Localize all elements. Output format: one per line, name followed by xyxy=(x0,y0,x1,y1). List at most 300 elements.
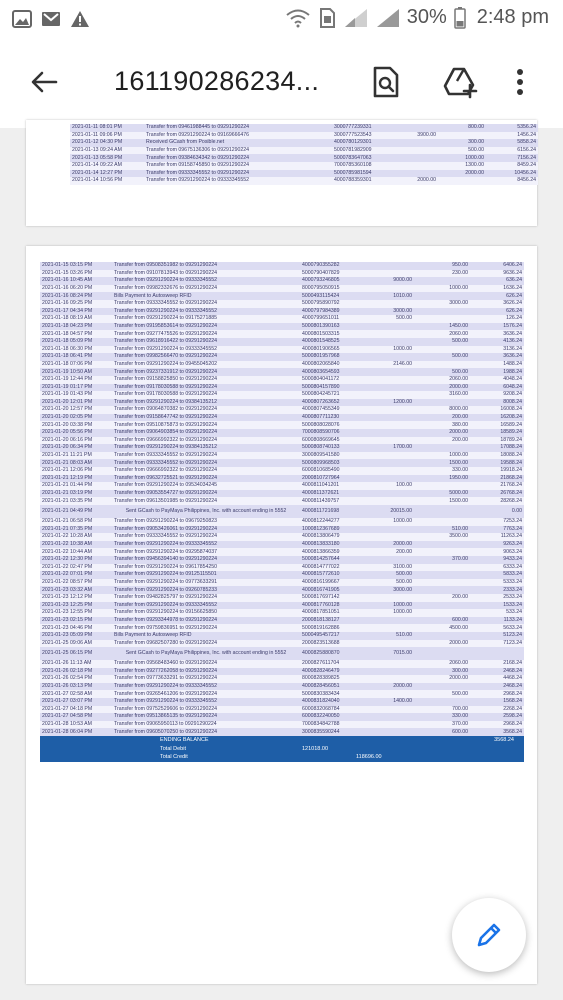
spacer-cell xyxy=(240,490,300,498)
credit-cell xyxy=(438,177,486,185)
description-cell: Transfer from 09513865135 to 09291290224 xyxy=(112,713,240,721)
description-cell: Transfer from 09456394140 to 09291290224 xyxy=(112,556,240,564)
credit-cell: 370.00 xyxy=(414,721,470,729)
credit-cell: 1450.00 xyxy=(414,323,470,331)
date-cell: 2021-01-26 02:54 PM xyxy=(40,675,112,683)
debit-cell: 20015.00 xyxy=(356,505,414,518)
total-debit-row xyxy=(40,745,524,754)
debit-cell xyxy=(384,170,438,178)
description-cell: Transfer from 09618916422 to 09291290224 xyxy=(112,338,240,346)
spacer-cell xyxy=(240,421,300,429)
spacer-cell xyxy=(240,571,300,579)
description-cell: Transfer from 09508351982 to 09291290224 xyxy=(112,262,240,270)
credit-cell: 700.00 xyxy=(414,706,470,714)
table-row xyxy=(40,437,524,445)
credit-cell xyxy=(414,632,470,640)
balance-cell: 5356.24 xyxy=(486,124,538,132)
debit-cell: 1000.00 xyxy=(356,518,414,526)
debit-cell xyxy=(356,323,414,331)
spacer-cell xyxy=(240,683,300,691)
ending-balance-label: ENDING BALANCE xyxy=(160,737,209,743)
description-cell: Transfer from 09158745850 to 09291290224 xyxy=(144,162,266,170)
date-cell: 2021-01-21 03:35 PM xyxy=(40,497,112,505)
spacer-cell xyxy=(240,330,300,338)
reference-cell: 5000804041172 xyxy=(300,376,356,384)
table-row xyxy=(40,579,524,587)
balance-cell: 1576.24 xyxy=(470,323,524,331)
table-row xyxy=(40,640,524,648)
description-cell: Transfer from 09291290224 to 09260785233 xyxy=(112,586,240,594)
description-cell: Transfer from 09613501985 to 09291290224 xyxy=(112,497,240,505)
balance-cell: 3636.24 xyxy=(470,330,524,338)
debit-cell: 510.00 xyxy=(356,632,414,640)
description-cell: Transfer from 09237331912 to 09291290224 xyxy=(112,368,240,376)
date-cell: 2021-01-23 12:25 PM xyxy=(40,602,112,610)
debit-cell xyxy=(356,475,414,483)
reference-cell: 4000780129301 xyxy=(332,139,384,147)
document-viewer[interactable] xyxy=(0,124,563,1000)
date-cell: 2021-01-18 07:06 PM xyxy=(40,361,112,369)
debit-cell: 7015.00 xyxy=(356,647,414,660)
description-cell: Transfer from 09291290224 to 09125115501 xyxy=(112,571,240,579)
reference-cell: 4000815772610 xyxy=(300,571,356,579)
debit-cell: 3000.00 xyxy=(356,586,414,594)
reference-cell: 5000830383434 xyxy=(300,690,356,698)
debit-cell xyxy=(356,300,414,308)
spacer-cell xyxy=(240,548,300,556)
spacer-cell xyxy=(266,132,332,140)
credit-cell: 2000.00 xyxy=(438,170,486,178)
credit-cell: 5000.00 xyxy=(414,490,470,498)
date-cell: 2021-01-19 12:44 PM xyxy=(40,376,112,384)
description-cell: Transfer from 09291290224 to 09333345552 xyxy=(112,698,240,706)
reference-cell: 5000808028076 xyxy=(300,421,356,429)
spacer-cell xyxy=(240,429,300,437)
description-cell: Transfer from 09666992322 to 09291290224 xyxy=(112,467,240,475)
spacer-cell xyxy=(240,698,300,706)
spacer-cell xyxy=(266,147,332,155)
debit-cell xyxy=(356,391,414,399)
spacer-cell xyxy=(240,292,300,300)
debit-cell xyxy=(356,640,414,648)
description-cell: Transfer from 09065950113 to 09291290224 xyxy=(112,721,240,729)
reference-cell: 5000819162886 xyxy=(300,624,356,632)
spacer-cell xyxy=(240,459,300,467)
credit-cell: 380.00 xyxy=(414,421,470,429)
date-cell: 2021-01-20 12:01 PM xyxy=(40,399,112,407)
description-cell: Transfer from 09291290224 to 09534034245 xyxy=(112,482,240,490)
reference-cell: 5000781982909 xyxy=(332,147,384,155)
spacer-cell xyxy=(240,713,300,721)
date-cell: 2021-01-20 03:38 PM xyxy=(40,421,112,429)
debit-cell xyxy=(356,706,414,714)
balance-cell: 19588.24 xyxy=(470,459,524,467)
debit-cell xyxy=(356,713,414,721)
date-cell: 2021-01-27 03:07 PM xyxy=(40,698,112,706)
credit-cell: 800.00 xyxy=(438,124,486,132)
balance-cell: 5833.24 xyxy=(470,571,524,579)
reference-cell: 4000831824040 xyxy=(300,698,356,706)
date-cell: 2021-01-22 08:57 PM xyxy=(40,579,112,587)
debit-cell xyxy=(356,368,414,376)
credit-cell: 2060.00 xyxy=(414,376,470,384)
credit-cell: 330.00 xyxy=(414,467,470,475)
credit-cell: 300.00 xyxy=(414,668,470,676)
debit-cell xyxy=(356,556,414,564)
credit-cell: 500.00 xyxy=(414,368,470,376)
total-debit-label: Total Debit xyxy=(160,745,186,752)
balance-cell: 5633.24 xyxy=(470,624,524,632)
description-cell: Transfer from 09053554727 to 09291290224 xyxy=(112,490,240,498)
reference-cell: 4000797984389 xyxy=(300,308,356,316)
description-cell: Transfer from 09682507280 to 09291290224 xyxy=(112,640,240,648)
description-cell: Transfer from 09568483460 to 09291290224 xyxy=(112,660,240,668)
credit-cell xyxy=(414,308,470,316)
description-cell: Transfer from 09982332676 to 09291290224 xyxy=(112,285,240,293)
balance-cell: 6406.24 xyxy=(470,262,524,270)
spacer-cell xyxy=(240,414,300,422)
table-row xyxy=(40,490,524,498)
table-row xyxy=(40,706,524,714)
date-cell: 2021-01-20 12:57 PM xyxy=(40,406,112,414)
table-row xyxy=(70,154,538,162)
table-row xyxy=(40,556,524,564)
description-cell: Transfer from 09291290224 to 09333345552 xyxy=(112,602,240,610)
credit-cell: 200.00 xyxy=(414,437,470,445)
reference-cell: 8000795050915 xyxy=(300,285,356,293)
reference-cell: 4000788359301 xyxy=(332,177,384,185)
balance-cell: 18789.24 xyxy=(470,437,524,445)
table-row xyxy=(40,384,524,392)
edit-fab-button[interactable] xyxy=(452,898,526,972)
date-cell: 2021-01-19 10:50 AM xyxy=(40,368,112,376)
credit-cell: 510.00 xyxy=(414,526,470,534)
spacer-cell xyxy=(240,262,300,270)
spacer-cell xyxy=(240,594,300,602)
spacer-cell xyxy=(240,668,300,676)
description-cell: Transfer from 09291290224 to 09455045202 xyxy=(112,361,240,369)
credit-cell: 230.00 xyxy=(414,270,470,278)
reference-cell: 5000808740133 xyxy=(300,444,356,452)
reference-cell: 4000801503315 xyxy=(300,330,356,338)
balance-cell: 16589.24 xyxy=(470,421,524,429)
credit-cell xyxy=(414,518,470,526)
balance-cell: 18589.24 xyxy=(470,429,524,437)
image-icon xyxy=(12,9,32,29)
description-cell: Transfer from 09178030588 to 09291290224 xyxy=(112,384,240,392)
credit-cell: 370.00 xyxy=(414,556,470,564)
table-row xyxy=(40,548,524,556)
balance-cell: 9433.24 xyxy=(470,556,524,564)
table-row xyxy=(40,586,524,594)
wifi-icon xyxy=(285,8,311,28)
spacer-cell xyxy=(240,706,300,714)
balance-cell: 1488.24 xyxy=(470,361,524,369)
table-row xyxy=(40,594,524,602)
table-row xyxy=(40,452,524,460)
date-cell: 2021-01-18 06:30 PM xyxy=(40,346,112,354)
debit-cell xyxy=(356,262,414,270)
balance-cell: 533.24 xyxy=(470,609,524,617)
find-in-document-button[interactable] xyxy=(366,62,406,102)
date-cell: 2021-01-28 06:04 PM xyxy=(40,728,112,736)
document-title: 161190286234... xyxy=(114,66,320,96)
table-row xyxy=(40,564,524,572)
pencil-icon xyxy=(474,920,504,950)
drive-add-icon xyxy=(443,67,477,97)
date-cell: 2021-01-26 11:13 AM xyxy=(40,660,112,668)
date-cell: 2021-01-21 03:19 PM xyxy=(40,490,112,498)
date-cell: 2021-01-21 12:19 PM xyxy=(40,475,112,483)
description-cell: Sent GCash to PayMaya Philippines, Inc. with account ending in 5552 xyxy=(112,505,300,518)
debit-cell xyxy=(356,668,414,676)
reference-cell: 4000817851051 xyxy=(300,609,356,617)
pdf-page-2 xyxy=(26,246,537,984)
credit-cell: 1500.00 xyxy=(414,459,470,467)
balance-cell: 2333.24 xyxy=(470,586,524,594)
balance-cell: 7763.24 xyxy=(470,526,524,534)
arrow-back-icon xyxy=(30,70,58,94)
balance-cell: 1456.24 xyxy=(486,132,538,140)
date-cell: 2021-01-20 06:16 PM xyxy=(40,437,112,445)
credit-cell xyxy=(414,647,470,660)
debit-cell: 1700.00 xyxy=(356,444,414,452)
reference-cell: 4000811439757 xyxy=(300,497,356,505)
date-cell: 2021-01-25 06:15 PM xyxy=(40,647,112,660)
credit-cell: 3500.00 xyxy=(414,533,470,541)
credit-cell: 2060.00 xyxy=(414,660,470,668)
credit-cell xyxy=(414,698,470,706)
table-row xyxy=(40,399,524,407)
balance-cell: 3636.24 xyxy=(470,353,524,361)
description-cell: Transfer from 09293344978 to 09291290224 xyxy=(112,617,240,625)
debit-cell xyxy=(356,617,414,625)
date-cell: 2021-01-16 10:45 AM xyxy=(40,277,112,285)
description-cell: Transfer from 09605070250 to 09291290224 xyxy=(112,728,240,736)
spacer-cell xyxy=(266,139,332,147)
date-cell: 2021-01-18 06:41 PM xyxy=(40,353,112,361)
debit-cell: 1200.00 xyxy=(356,399,414,407)
reference-cell: 4000828246479 xyxy=(300,668,356,676)
balance-cell: 3626.24 xyxy=(470,300,524,308)
balance-cell: 7253.24 xyxy=(470,518,524,526)
reference-cell: 5000804157890 xyxy=(300,384,356,392)
spacer-cell xyxy=(240,399,300,407)
spacer-cell xyxy=(240,586,300,594)
debit-cell xyxy=(356,285,414,293)
spacer-cell xyxy=(240,308,300,316)
table-row xyxy=(40,690,524,698)
reference-cell: 6000832068784 xyxy=(300,706,356,714)
date-cell: 2021-01-21 06:58 PM xyxy=(40,518,112,526)
spacer-cell xyxy=(266,177,332,185)
debit-cell: 500.00 xyxy=(356,579,414,587)
description-cell: Transfer from 09675136306 to 09291290224 xyxy=(144,147,266,155)
ending-balance-value: 3568.24 xyxy=(494,737,514,743)
signal-icon xyxy=(343,8,369,28)
balance-cell: 3136.24 xyxy=(470,346,524,354)
date-cell: 2021-01-22 02:47 PM xyxy=(40,564,112,572)
date-cell: 2021-01-22 10:44 AM xyxy=(40,548,112,556)
reference-cell: 5000795890792 xyxy=(300,300,356,308)
balance-cell: 6333.24 xyxy=(470,564,524,572)
table-row xyxy=(40,571,524,579)
table-row xyxy=(40,270,524,278)
balance-cell: 7123.24 xyxy=(470,640,524,648)
date-cell: 2021-01-26 03:13 PM xyxy=(40,683,112,691)
debit-cell xyxy=(356,384,414,392)
table-row xyxy=(40,526,524,534)
spacer-cell xyxy=(240,323,300,331)
table-row xyxy=(40,675,524,683)
balance-cell: 6156.24 xyxy=(486,147,538,155)
table-row xyxy=(40,292,524,300)
reference-cell: 3000777523543 xyxy=(332,132,384,140)
credit-cell xyxy=(414,315,470,323)
sim-icon xyxy=(317,8,337,28)
table-row xyxy=(70,139,538,147)
credit-cell xyxy=(414,444,470,452)
date-cell: 2021-01-19 01:17 PM xyxy=(40,384,112,392)
balance-cell: 18088.24 xyxy=(470,452,524,460)
balance-cell: 1533.24 xyxy=(470,602,524,610)
description-cell: Transfer from 09291290224 to 09333345552 xyxy=(112,541,240,549)
spacer-cell xyxy=(240,406,300,414)
table-row xyxy=(70,162,538,170)
table-row xyxy=(70,132,538,140)
description-cell: Transfer from 09666992322 to 09291290224 xyxy=(112,437,240,445)
table-row xyxy=(40,353,524,361)
debit-cell xyxy=(356,429,414,437)
debit-cell: 200.00 xyxy=(356,548,414,556)
reference-cell: 7000808590706 xyxy=(300,429,356,437)
date-cell: 2021-01-21 01:44 PM xyxy=(40,482,112,490)
app-bar xyxy=(0,38,563,128)
date-cell: 2021-01-21 07:35 PM xyxy=(40,526,112,534)
debit-cell xyxy=(356,497,414,505)
debit-cell: 2146.00 xyxy=(356,361,414,369)
debit-cell: 1010.00 xyxy=(356,292,414,300)
credit-cell: 3000.00 xyxy=(414,300,470,308)
description-cell: Transfer from 09461988445 to 09291290224 xyxy=(144,124,266,132)
date-cell: 2021-01-21 11:21 PM xyxy=(40,452,112,460)
reference-cell: 2000823513688 xyxy=(300,640,356,648)
table-row xyxy=(40,647,524,660)
spacer-cell xyxy=(240,675,300,683)
debit-cell xyxy=(356,624,414,632)
description-cell: Transfer from 09053426061 to 09291290224 xyxy=(112,526,240,534)
balance-cell: 5333.24 xyxy=(470,579,524,587)
description-cell: Transfer from 09333345552 to 09291290224 xyxy=(112,300,240,308)
credit-cell: 500.00 xyxy=(414,353,470,361)
reference-cell: 8000828389825 xyxy=(300,675,356,683)
more-vert-icon xyxy=(516,68,524,96)
credit-cell xyxy=(414,361,470,369)
more-options-button[interactable] xyxy=(508,62,532,102)
reference-cell: 4000793246805 xyxy=(300,277,356,285)
spacer-cell xyxy=(240,475,300,483)
balance-cell: 10456.24 xyxy=(486,170,538,178)
reference-cell: 4000816199667 xyxy=(300,579,356,587)
balance-cell: 1133.24 xyxy=(470,617,524,625)
back-button[interactable] xyxy=(24,62,64,102)
ending-balance-summary xyxy=(40,736,524,762)
description-cell: Transfer from 09291290224 to 09333345552 xyxy=(112,308,240,316)
table-row xyxy=(40,277,524,285)
description-cell: Transfer from 09773633291 to 09291290224 xyxy=(112,675,240,683)
transaction-table-page-2 xyxy=(40,262,524,736)
add-to-drive-button[interactable] xyxy=(440,62,480,102)
clock: 2:48 pm xyxy=(476,6,549,28)
table-row xyxy=(40,346,524,354)
description-cell: Transfer from 09759836951 to 09291290224 xyxy=(112,624,240,632)
balance-cell: 2268.24 xyxy=(470,706,524,714)
spacer-cell xyxy=(240,384,300,392)
spacer-cell xyxy=(240,640,300,648)
date-cell: 2021-01-13 09:24 AM xyxy=(70,147,144,155)
table-row xyxy=(40,683,524,691)
reference-cell: 4000799651011 xyxy=(300,315,356,323)
date-cell: 2021-01-16 08:24 PM xyxy=(40,292,112,300)
table-row xyxy=(40,602,524,610)
spacer-cell xyxy=(240,556,300,564)
date-cell: 2021-01-13 05:58 PM xyxy=(70,154,144,162)
table-row xyxy=(40,338,524,346)
debit-cell xyxy=(356,533,414,541)
reference-cell: 5000785981594 xyxy=(332,170,384,178)
description-cell: Transfer from 09277475526 to 09291290224 xyxy=(112,330,240,338)
reference-cell: 7000785360108 xyxy=(332,162,384,170)
spacer-cell xyxy=(240,338,300,346)
reference-cell: 6000810685490 xyxy=(300,467,356,475)
balance-cell: 8459.24 xyxy=(486,162,538,170)
balance-cell: 2468.24 xyxy=(470,668,524,676)
credit-cell: 2000.00 xyxy=(414,640,470,648)
spacer-cell xyxy=(240,277,300,285)
spacer-cell xyxy=(240,602,300,610)
reference-cell: 4000811041201 xyxy=(300,482,356,490)
description-cell: Transfer from 09291290224 to 09333345552 xyxy=(112,346,240,354)
date-cell: 2021-01-15 03:15 PM xyxy=(40,262,112,270)
date-cell: 2021-01-20 05:56 PM xyxy=(40,429,112,437)
description-cell: Transfer from 09291290224 to 09617854250 xyxy=(112,564,240,572)
date-cell: 2021-01-20 02:05 PM xyxy=(40,414,112,422)
debit-cell xyxy=(356,330,414,338)
balance-cell: 11263.24 xyxy=(470,533,524,541)
date-cell: 2021-01-20 06:34 PM xyxy=(40,444,112,452)
reference-cell: 5000817697142 xyxy=(300,594,356,602)
credit-cell: 1000.00 xyxy=(414,285,470,293)
debit-cell xyxy=(356,660,414,668)
description-cell: Transfer from 09291290224 to 09333345552 xyxy=(112,683,240,691)
credit-cell: 1950.00 xyxy=(414,475,470,483)
balance-cell: 4468.24 xyxy=(470,675,524,683)
date-cell: 2021-01-12 04:30 PM xyxy=(70,139,144,147)
debit-cell: 2000.00 xyxy=(384,177,438,185)
description-cell: Transfer from 09291290224 to 09384135212 xyxy=(112,444,240,452)
balance-cell: 3568.24 xyxy=(470,728,524,736)
reference-cell: 4000801906565 xyxy=(300,346,356,354)
reference-cell: 4000811721698 xyxy=(300,505,356,518)
table-row xyxy=(40,308,524,316)
reference-cell: 4000825880870 xyxy=(300,647,356,660)
credit-cell xyxy=(414,482,470,490)
date-cell: 2021-01-23 04:46 PM xyxy=(40,624,112,632)
debit-cell xyxy=(356,490,414,498)
debit-cell xyxy=(384,124,438,132)
spacer-cell xyxy=(240,452,300,460)
date-cell: 2021-01-18 04:57 PM xyxy=(40,330,112,338)
